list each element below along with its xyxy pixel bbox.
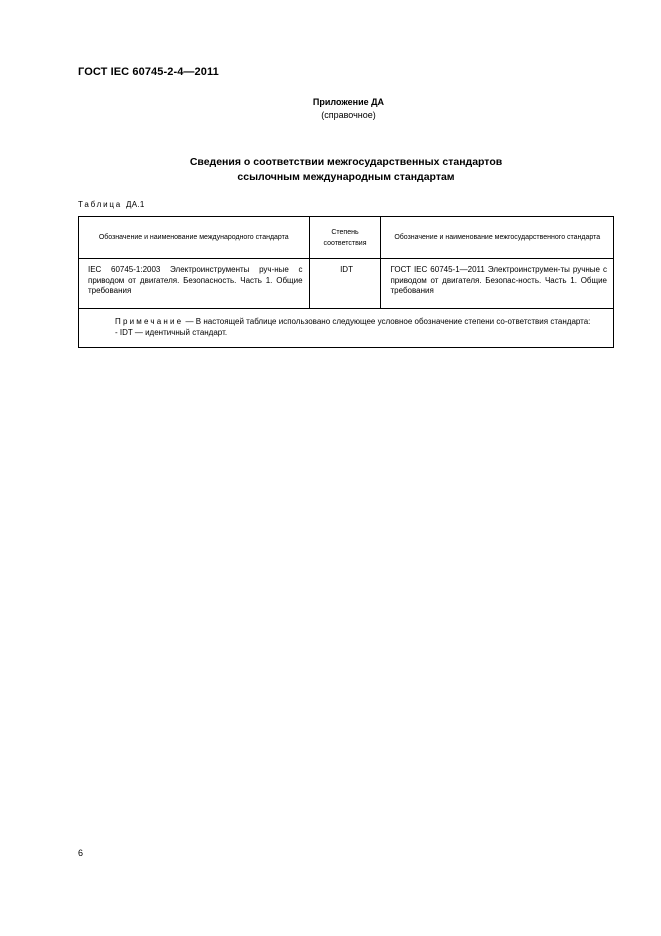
note-text [87, 317, 605, 328]
table-caption [78, 200, 145, 209]
table-caption-number: ДА.1 [126, 200, 145, 209]
page-number: 6 [78, 848, 84, 858]
cell-international-standard: IEC 60745-1:2003 Электроинструменты руч-ные с приводом от двигателя. Безопасность. Часть 1. Общие требования [79, 259, 310, 309]
conformity-table [78, 216, 614, 348]
annex-subtitle: (справочное) [321, 110, 376, 120]
header-interstate-standard: Обозначение и наименование межгосударственного стандарта [381, 217, 614, 259]
annex-title: Приложение ДА [312, 97, 385, 107]
note-label: Примечание [115, 317, 184, 326]
note-dash: — [183, 317, 196, 326]
section-title-line-1: Сведения о соответствии межгосударственных стандартов [189, 156, 503, 168]
cell-interstate-standard: ГОСТ IEC 60745-1—2011 Электроинструмен-ты ручные с приводом от двигателя. Безопас-ность. Часть 1. Общие требования [381, 259, 614, 309]
cell-degree-of-conformity: IDT [309, 259, 381, 309]
header-degree-of-conformity: Степень соответствия [309, 217, 381, 259]
table-header-row [79, 217, 614, 259]
table-note [79, 309, 614, 348]
note-item: - IDT — идентичный стандарт. [115, 327, 228, 337]
note-body: В настоящей таблице использовано следующее условное обозначение степени со-ответствия стандарта: [195, 317, 591, 326]
header-international-standard: Обозначение и наименование международного стандарта [79, 217, 310, 259]
document-code: ГОСТ IEC 60745-2-4—2011 [78, 66, 219, 78]
table-note-row [79, 309, 614, 348]
section-title [78, 155, 614, 185]
section-title-line-2: ссылочным международным стандартам [237, 171, 455, 183]
table-row [79, 259, 614, 309]
annex-heading [0, 96, 661, 122]
table-caption-word: Таблица [78, 200, 122, 209]
